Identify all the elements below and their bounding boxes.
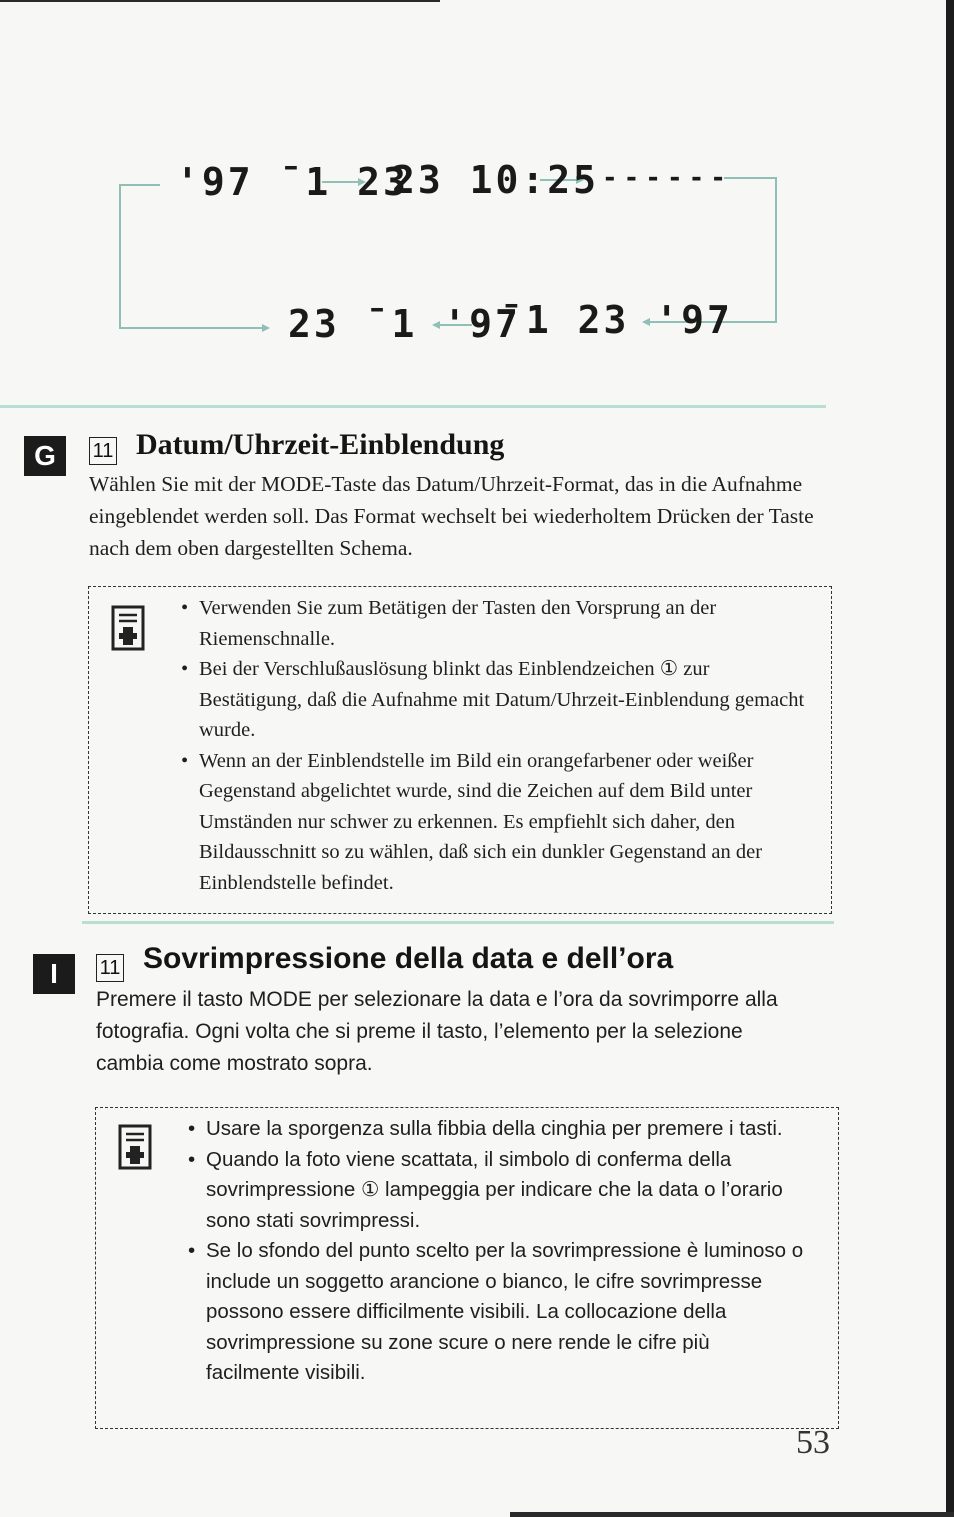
bottom-edge-rule	[510, 1512, 954, 1517]
lcd-day-time: 23 10:25	[392, 158, 600, 202]
lcd-year-month-day: '97 ¯1 23	[176, 160, 409, 204]
german-note-box	[88, 586, 832, 914]
italian-note-box	[95, 1107, 839, 1429]
italian-note-list	[188, 1114, 808, 1389]
step-number-box-italian: 11	[96, 954, 124, 982]
italian-heading: Sovrimpressione della data e dell’ora	[143, 942, 674, 975]
german-note-list	[181, 593, 806, 898]
list-item: • Verwenden Sie zum Betätigen der Tasten den Vorsprung an der Riemenschnalle.	[181, 593, 806, 654]
list-item: • Quando la foto viene scattata, il simbolo di conferma della sovrimpressione ① lampeggia per indicare che la data o l’orario sono stati sovrimpressi.	[188, 1145, 808, 1237]
list-item: • Usare la sporgenza sulla fibbia della cinghia per premere i tasti.	[188, 1114, 808, 1145]
german-heading: Datum/Uhrzeit-Einblendung	[136, 428, 505, 461]
list-item: • Bei der Verschlußauslösung blinkt das Einblendzeichen ① zur Bestätigung, daß die Aufnahme mit Datum/Uhrzeit-Einblendung gemacht wurde.	[181, 654, 806, 746]
arrowhead-left	[262, 324, 270, 332]
list-item: • Wenn an der Einblendstelle im Bild ein orangefarbener oder weißer Gegenstand abgelichtet wurde, sind die Zeichen auf dem Bild unter Umständen nur schwer zu erkennen. Es empfiehlt sich daher, den Bildausschnitt so zu wählen, daß sich ein dunkler Gegenstand an der Einblendstelle befindet.	[181, 746, 806, 899]
memo-icon	[118, 1124, 152, 1170]
lcd-month-day-year: ¯1 23 '97	[500, 298, 733, 342]
lcd-blank: ------	[602, 163, 732, 193]
section-divider-top	[0, 405, 826, 408]
step-number-box-german: 11	[89, 437, 117, 465]
language-badge-italian: I	[33, 954, 75, 994]
page-number: 53	[796, 1424, 830, 1461]
german-body-text: Wählen Sie mit der MODE-Taste das Datum/Uhrzeit-Format, das in die Aufnahme eingeblendet werden soll. Das Format wechselt bei wiederholtem Drücken der Taste nach dem oben dargestellten Schema.	[89, 472, 814, 560]
section-divider-middle	[82, 921, 834, 924]
left-cycle-line	[120, 185, 262, 328]
list-item: • Se lo sfondo del punto scelto per la sovrimpressione è luminoso o include un soggetto arancione o bianco, le cifre sovrimpresse possono essere difficilmente visibili. La collocazione della sovrimpressione su zone scure o nere rende le cifre più facilmente visibili.	[188, 1236, 808, 1389]
memo-icon	[111, 605, 145, 651]
lcd-day-month-year: 23 ¯1 '97	[288, 302, 521, 346]
lcd-cycle-diagram	[0, 0, 954, 400]
language-badge-german: G	[24, 436, 66, 476]
italian-body-text: Premere il tasto MODE per selezionare la data e l’ora da sovrimporre alla fotografia. Ogni volta che si preme il tasto, l’elemento per la selezione cambia come mostrato sopra.	[96, 988, 778, 1075]
